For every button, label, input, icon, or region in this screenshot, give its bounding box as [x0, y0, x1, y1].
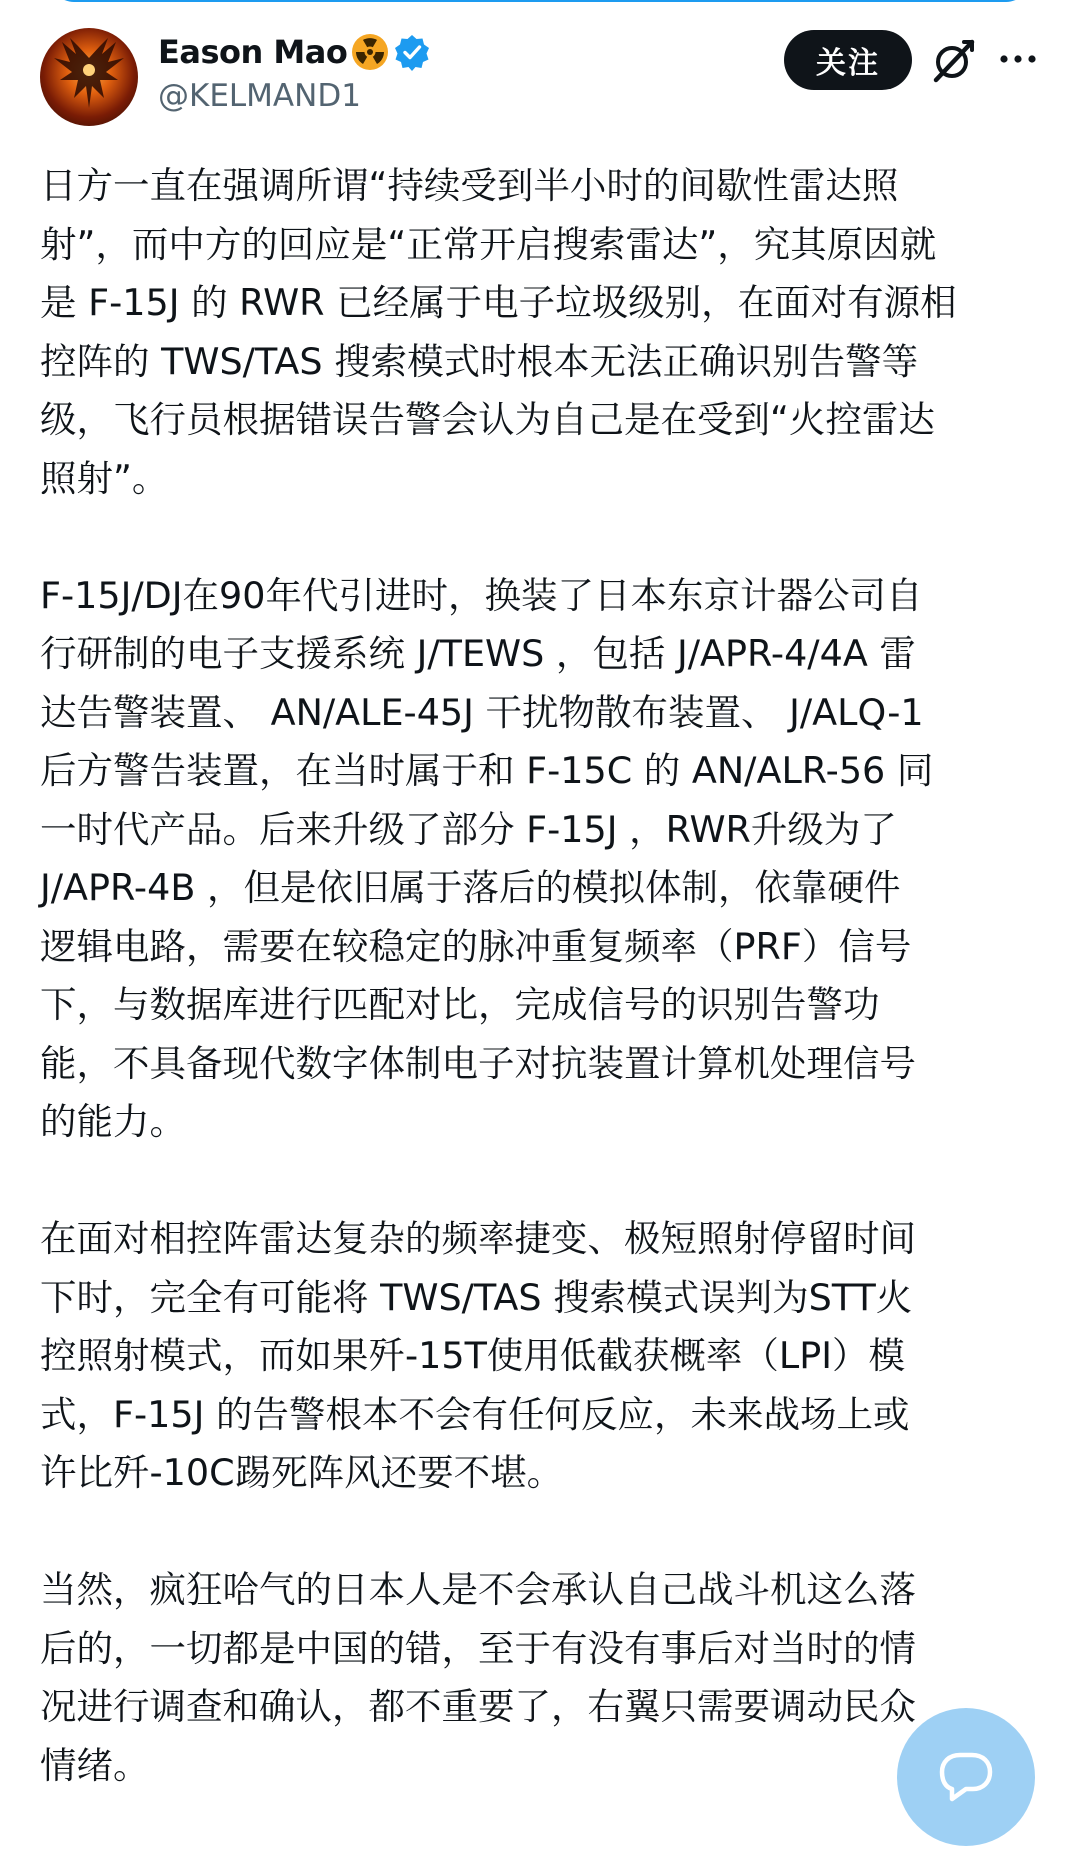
tweet-paragraph: 在面对相控阵雷达复杂的频率捷变、极短照射停留时间 下时，完全有可能将 TWS/TAS 搜索模式误判为STT火 控照射模式，而如果歼-15T使用低截获概率（LPI）模 式，F-15J 的告警根本不会有任何反应，未来战场上或 许比歼-10C踢死阵风还要不堪。	[40, 1217, 916, 1494]
reply-icon	[936, 1749, 996, 1805]
dragon-avatar-icon	[40, 28, 138, 126]
author-display-name[interactable]: Eason Mao	[158, 33, 348, 71]
author-avatar[interactable]	[40, 28, 138, 126]
author-handle[interactable]: @KELMAND1	[158, 78, 361, 114]
tweet-paragraph: 日方一直在强调所谓“持续受到半小时的间歇性雷达照 射”，而中方的回应是“正常开启搜索雷达”，究其原因就 是 F-15J 的 RWR 已经属于电子垃圾级别，在面对有源相 控阵的 TWS/TAS 搜索模式时根本无法正确识别告警等 级，飞行员根据错误告警会认为自己是在受到“火控雷达 照射”。	[40, 164, 957, 500]
radioactive-icon	[351, 33, 389, 71]
verified-badge-icon	[393, 33, 431, 71]
tweet-paragraph: F-15J/DJ在90年代引进时，换装了日本东京计器公司自 行研制的电子支援系统 J/TEWS ，包括 J/APR-4/4A 雷 达告警装置、 AN/ALE-45J 干扰物散布装置、 J/ALQ-1 后方警告装置，在当时属于和 F-15C 的 AN/ALR-56 同 一时代产品。后来升级了部分 F-15J ，RWR升级为了 J/APR-4B ，但是依旧属于落后的模拟体制，依靠硬件 逻辑电路，需要在较稳定的脉冲重复频率（PRF）信号 下，与数据库进行匹配对比，完成信号的识别告警功 能，不具备现代数字体制电子对抗装置计算机处理信号 的能力。	[40, 573, 934, 1143]
follow-button[interactable]: 关注	[784, 30, 912, 90]
reply-button[interactable]	[897, 1708, 1035, 1846]
author-name-row[interactable]	[158, 30, 431, 74]
previous-post-edge	[50, 0, 1030, 2]
grok-icon[interactable]	[930, 36, 978, 84]
more-dots-icon[interactable]	[996, 44, 1040, 74]
tweet-text	[40, 157, 1060, 1854]
tweet-header	[0, 24, 1080, 134]
tweet-paragraph: 当然，疯狂哈气的日本人是不会承认自己战斗机这么落 后的，一切都是中国的错，至于有没有事后对当时的情 况进行调查和确认，都不重要了，右翼只需要调动民众 情绪。	[40, 1568, 916, 1787]
